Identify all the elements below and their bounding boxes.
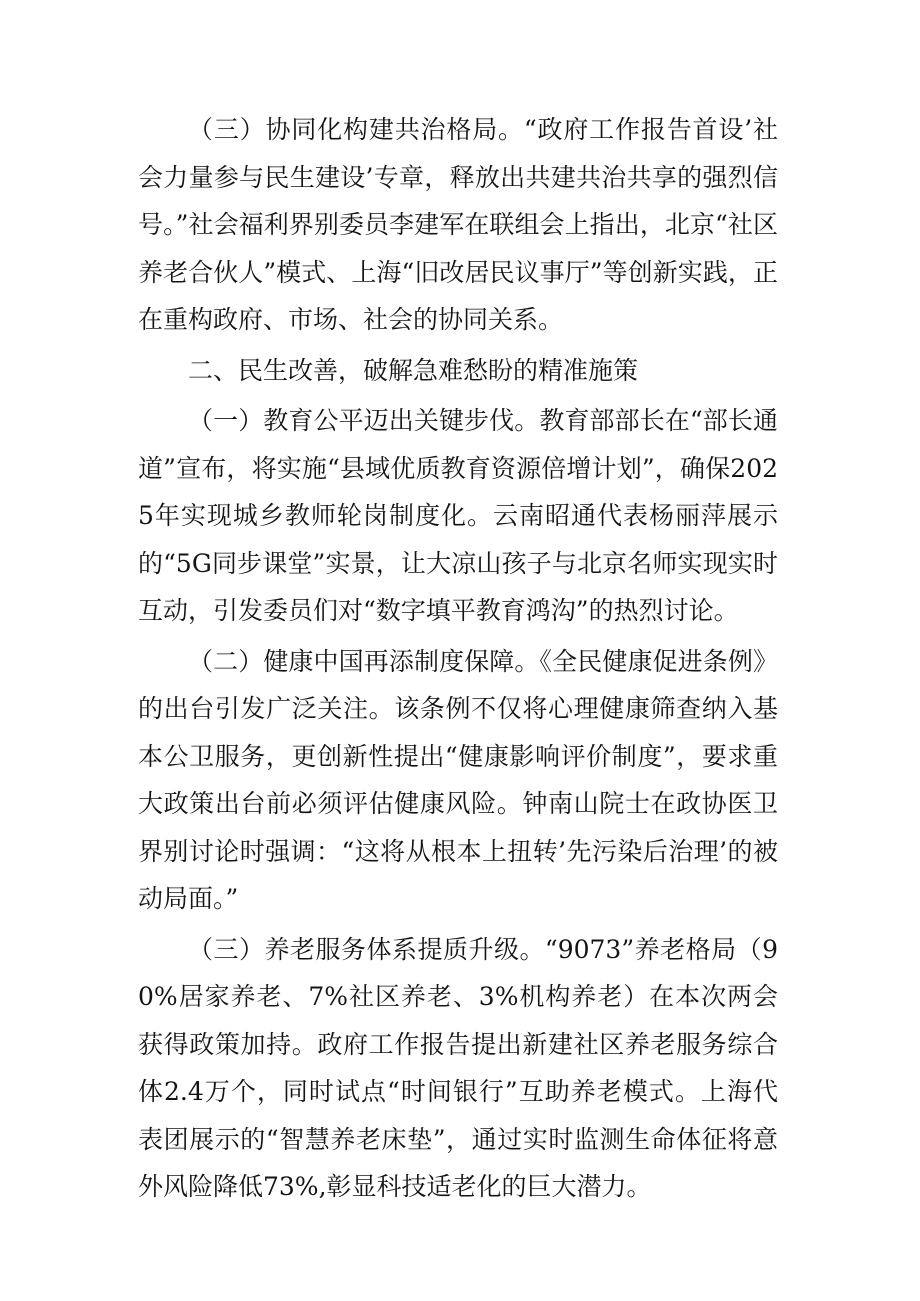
paragraph-education-equity: （一）教育公平迈出关键步伐。教育部部长在“部长通道”宣布，将实施“县域优质教育资源倍增计划”，确保2025年实现城乡教师轮岗制度化。云南昭通代表杨丽萍展示的“5G同步课堂”实景，让大凉山孩子与北京名师实现实时互动，引发委员们对“数字填平教育鸿沟”的热烈讨论。 xyxy=(138,406,778,625)
paragraph-elderly-care: （三）养老服务体系提质升级。“9073”养老格局（90%居家养老、7%社区养老、3%机构养老）在本次两会获得政策加持。政府工作报告提出新建社区养老服务综合体2.4万个，同时试点“时间银行”互助养老模式。上海代表团展示的“智慧养老床垫”，通过实时监测生命体征将意外风险降低73%,彰显科技适老化的巨大潜力。 xyxy=(138,934,778,1201)
section-heading-livelihood: 二、民生改善，破解急难愁盼的精准施策 xyxy=(188,355,639,385)
paragraph-healthy-china: （二）健康中国再添制度保障。《全民健康促进条例》的出台引发广泛关注。该条例不仅将心理健康筛查纳入基本公卫服务，更创新性提出“健康影响评价制度”，要求重大政策出台前必须评估健康风险。钟南山院士在政协医卫界别讨论时强调：“这将从根本上扭转’先污染后治理’的被动局面。” xyxy=(138,646,778,913)
document-body xyxy=(138,106,778,1214)
paragraph-collaborative-governance: （三）协同化构建共治格局。“政府工作报告首设’社会力量参与民生建设’专章，释放出共建共治共享的强烈信号。”社会福利界别委员李建军在联组会上指出，北京“社区养老合伙人”模式、上海“旧改居民议事厅”等创新实践，正在重构政府、市场、社会的协同关系。 xyxy=(138,115,778,334)
